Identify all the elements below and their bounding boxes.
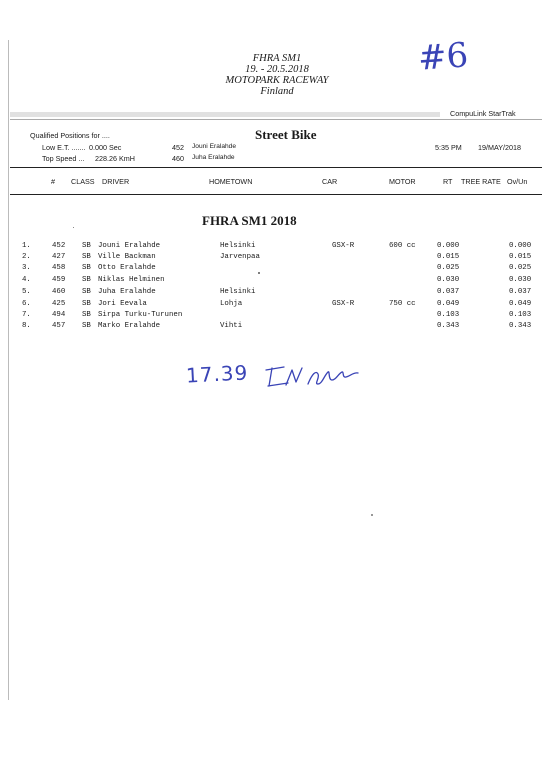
top-rule — [10, 119, 542, 120]
cell-driver: Juha Eralahde — [98, 288, 156, 296]
cell-class: SB — [82, 242, 91, 250]
top-speed-number: 460 — [172, 154, 184, 163]
cell-rt: 0.030 — [437, 276, 460, 284]
cell-position: 6. — [22, 300, 31, 308]
cell-driver: Ville Backman — [98, 253, 156, 261]
cell-number: 452 — [52, 242, 66, 250]
page-edge-line — [8, 40, 9, 700]
event-title: FHRA SM1 2018 — [202, 213, 297, 228]
cell-position: 1. — [22, 242, 31, 250]
cell-class: SB — [82, 288, 91, 296]
cell-number: 458 — [52, 264, 66, 272]
col-header-class: CLASS — [71, 177, 95, 186]
low-et-driver: Jouni Eralahde — [192, 143, 236, 150]
cell-ovun: 0.015 — [509, 253, 532, 261]
handwritten-time: 17.39 — [185, 360, 249, 388]
print-speck — [371, 514, 373, 516]
cell-hometown: Vihti — [220, 322, 243, 330]
cell-class: SB — [82, 276, 91, 284]
table-row — [0, 253, 554, 263]
cell-hometown: Helsinki — [220, 242, 256, 250]
print-date: 19/MAY/2018 — [478, 143, 522, 152]
event-country: Finland — [260, 86, 294, 97]
cell-rt: 0.343 — [437, 322, 460, 330]
table-row — [0, 288, 554, 298]
top-speed-value: 228.26 KmH — [95, 154, 135, 163]
cell-driver: Otto Eralahde — [98, 264, 156, 272]
print-speck — [73, 227, 74, 228]
cell-hometown: Jarvenpaa — [220, 253, 260, 261]
cell-hometown: Helsinki — [220, 288, 256, 296]
col-header-ovun: Ov/Un — [507, 177, 528, 186]
cell-motor: 600 cc — [389, 242, 416, 250]
low-et-label: Low E.T. ....... — [42, 143, 86, 152]
cell-driver: Marko Eralahde — [98, 322, 161, 330]
cell-driver: Sirpa Turku-Turunen — [98, 311, 183, 319]
top-speed-driver: Juha Eralahde — [192, 154, 235, 161]
cell-position: 8. — [22, 322, 31, 330]
cell-rt: 0.049 — [437, 300, 460, 308]
cell-position: 4. — [22, 276, 31, 284]
cell-ovun: 0.025 — [509, 264, 532, 272]
class-title: Street Bike — [255, 127, 317, 142]
handwritten-sheet-number: #6 — [416, 35, 470, 79]
table-row — [0, 322, 554, 332]
qualified-label: Qualified Positions for .... — [30, 131, 110, 140]
table-row — [0, 311, 554, 321]
header-rule-top — [10, 167, 542, 168]
col-header-num: # — [51, 177, 55, 186]
top-speed-label: Top Speed ... — [42, 154, 85, 163]
cell-position: 7. — [22, 311, 31, 319]
low-et-number: 452 — [172, 143, 184, 152]
dotted-separator — [10, 112, 440, 117]
cell-rt: 0.000 — [437, 242, 460, 250]
col-header-rt: RT — [443, 177, 453, 186]
cell-class: SB — [82, 300, 91, 308]
table-row — [0, 276, 554, 286]
event-name: FHRA SM1 — [252, 53, 302, 64]
branding-text: CompuLink StarTrak — [450, 109, 516, 118]
cell-ovun: 0.000 — [509, 242, 532, 250]
cell-position: 2. — [22, 253, 31, 261]
event-dates: 19. - 20.5.2018 — [245, 64, 309, 75]
table-row — [0, 300, 554, 310]
col-header-motor: MOTOR — [389, 177, 416, 186]
cell-class: SB — [82, 311, 91, 319]
cell-driver: Niklas Helminen — [98, 276, 165, 284]
cell-number: 427 — [52, 253, 66, 261]
cell-rt: 0.015 — [437, 253, 460, 261]
cell-ovun: 0.037 — [509, 288, 532, 296]
cell-ovun: 0.049 — [509, 300, 532, 308]
cell-number: 494 — [52, 311, 66, 319]
cell-car: GSX-R — [332, 242, 355, 250]
col-header-tree-rate: TREE RATE — [461, 177, 501, 186]
print-time: 5:35 PM — [435, 143, 462, 152]
cell-class: SB — [82, 264, 91, 272]
cell-ovun: 0.030 — [509, 276, 532, 284]
cell-car: GSX-R — [332, 300, 355, 308]
header-rule-bottom — [10, 194, 542, 195]
cell-hometown: Lohja — [220, 300, 243, 308]
cell-driver: Jori Eevala — [98, 300, 147, 308]
cell-ovun: 0.103 — [509, 311, 532, 319]
cell-number: 460 — [52, 288, 66, 296]
col-header-hometown: HOMETOWN — [209, 177, 253, 186]
cell-motor: 750 cc — [389, 300, 416, 308]
cell-rt: 0.025 — [437, 264, 460, 272]
cell-rt: 0.037 — [437, 288, 460, 296]
cell-number: 425 — [52, 300, 66, 308]
col-header-driver: DRIVER — [102, 177, 130, 186]
cell-class: SB — [82, 322, 91, 330]
handwritten-signature — [262, 356, 372, 396]
cell-position: 3. — [22, 264, 31, 272]
print-speck — [258, 272, 260, 274]
col-header-car: CAR — [322, 177, 338, 186]
cell-driver: Jouni Eralahde — [98, 242, 161, 250]
cell-number: 457 — [52, 322, 66, 330]
event-venue: MOTOPARK RACEWAY — [225, 75, 329, 86]
table-row — [0, 264, 554, 274]
cell-rt: 0.103 — [437, 311, 460, 319]
cell-number: 459 — [52, 276, 66, 284]
low-et-value: 0.000 Sec — [89, 143, 122, 152]
cell-class: SB — [82, 253, 91, 261]
table-row — [0, 242, 554, 252]
cell-ovun: 0.343 — [509, 322, 532, 330]
cell-position: 5. — [22, 288, 31, 296]
